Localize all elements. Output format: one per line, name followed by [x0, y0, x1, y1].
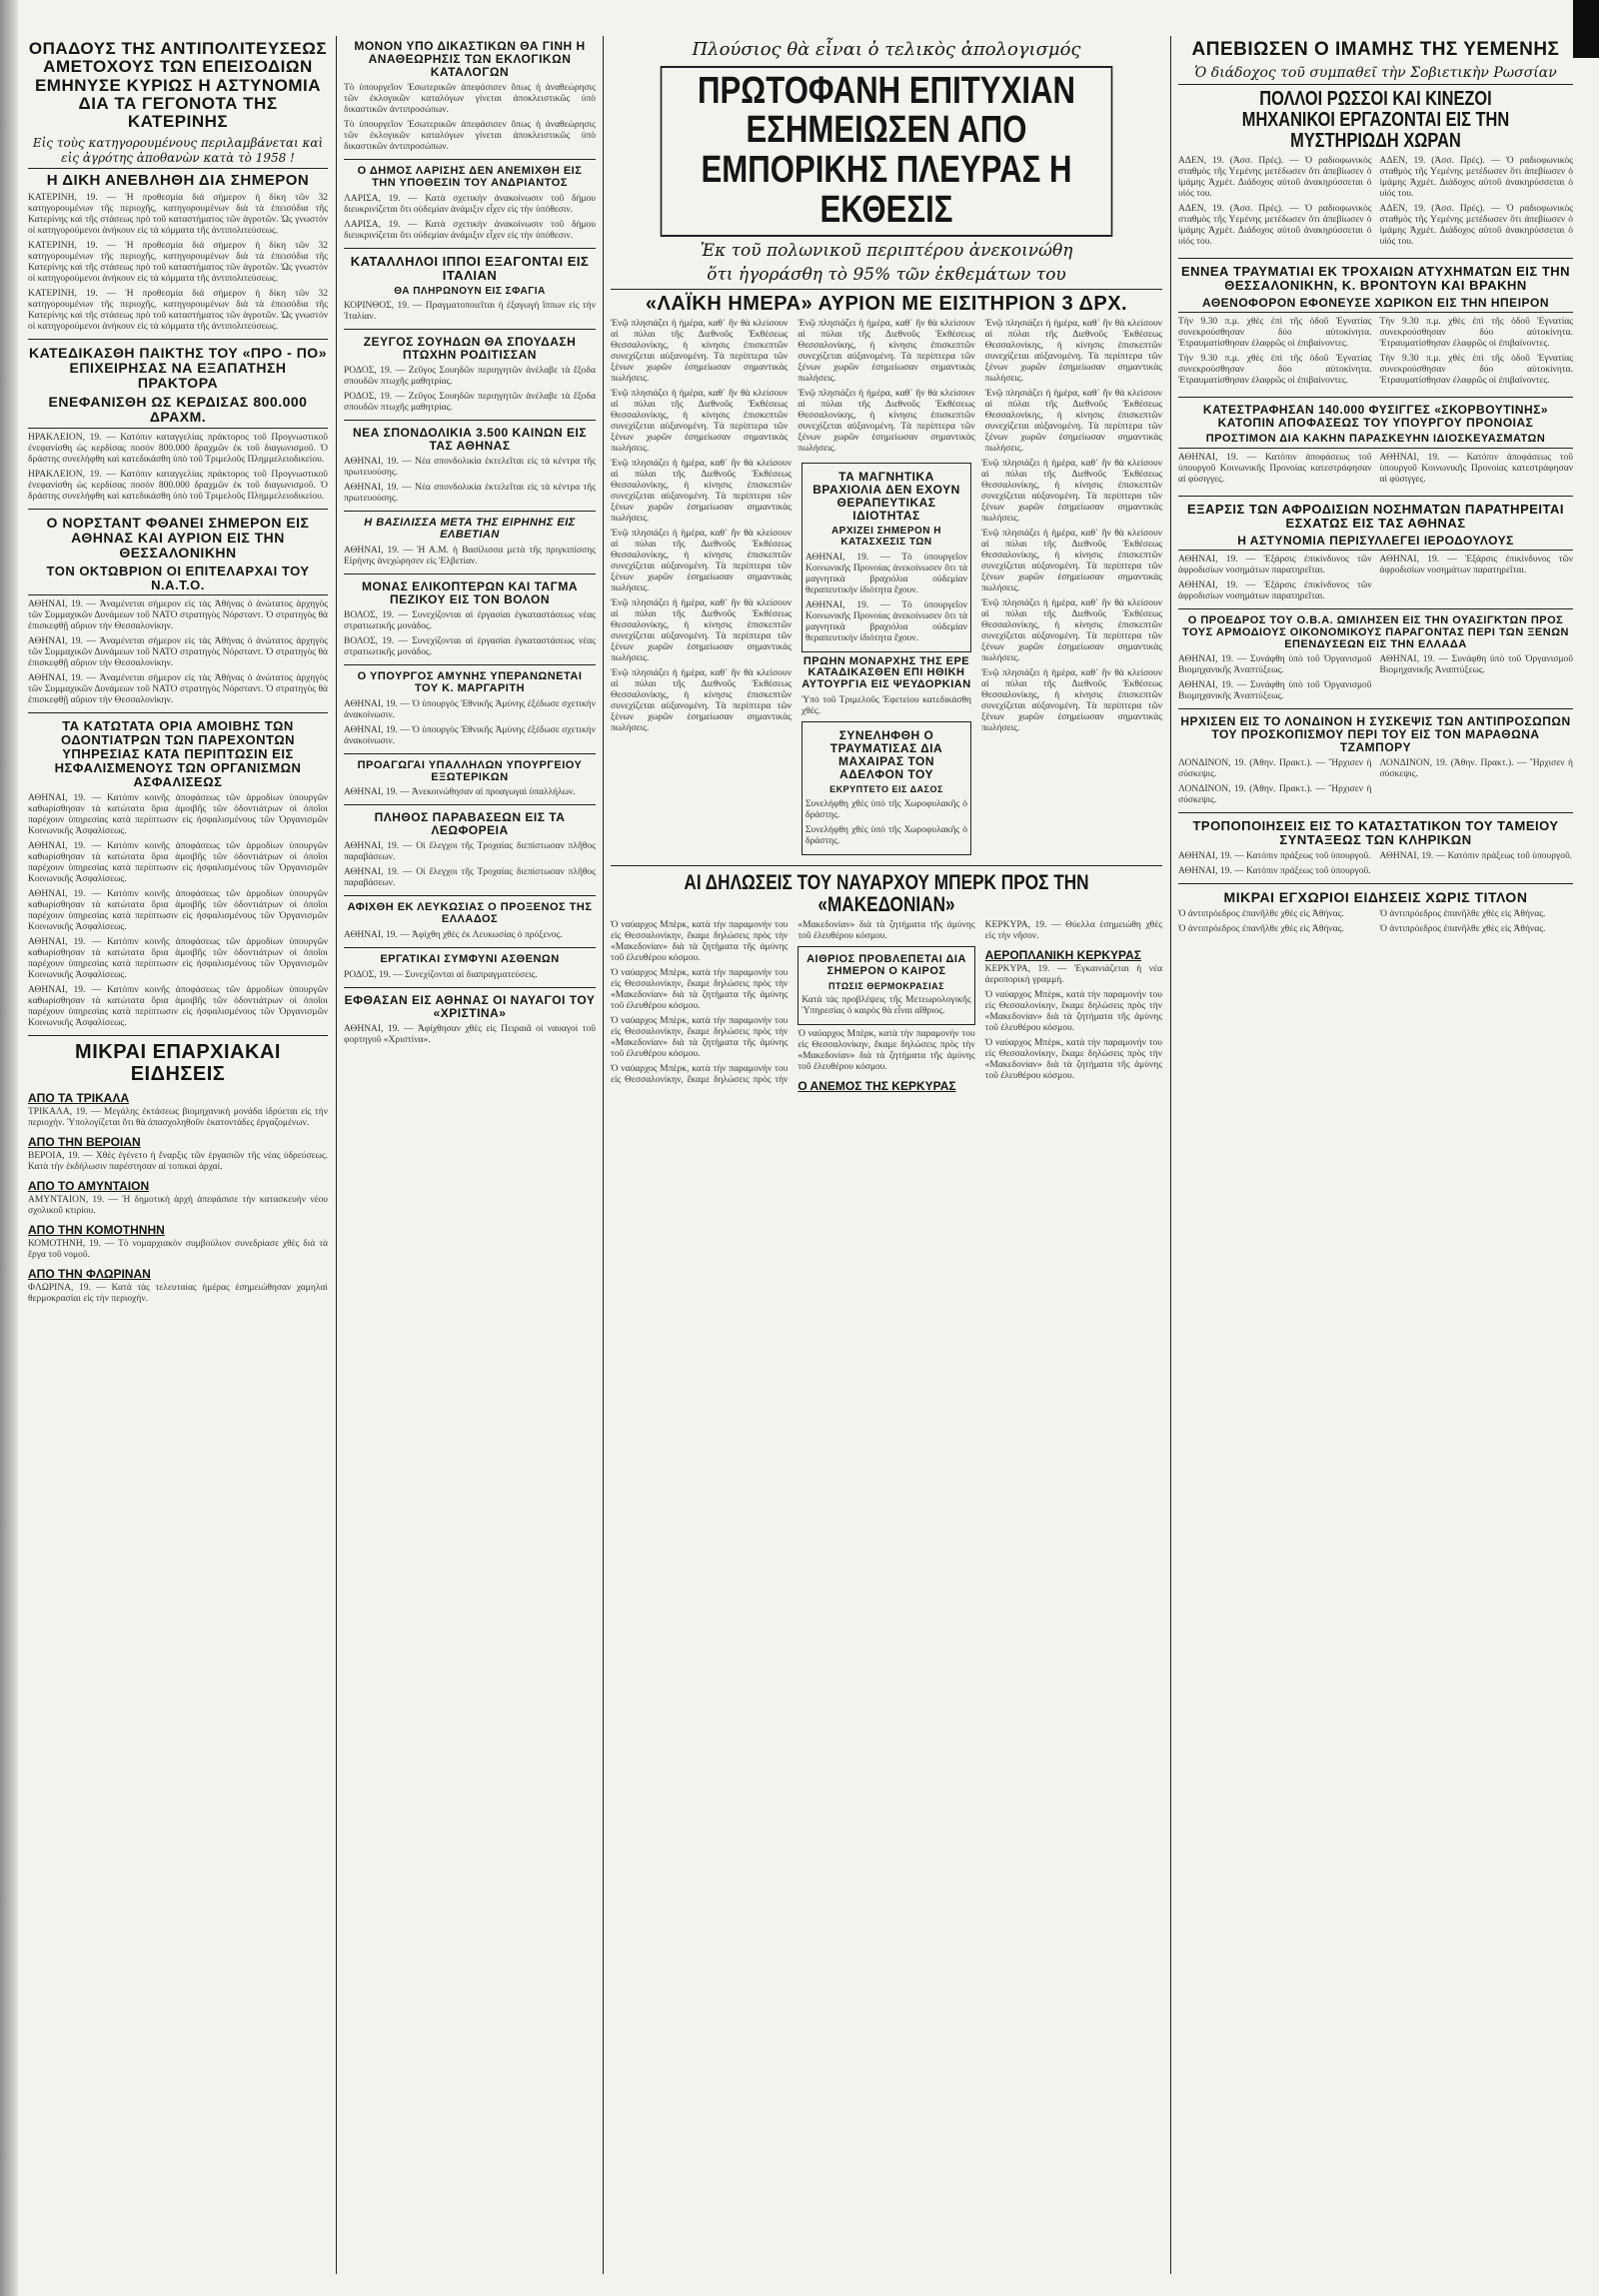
headline: ΑΦΙΧΘΗ ΕΚ ΛΕΥΚΩΣΙΑΣ Ο ΠΡΟΞΕΝΟΣ ΤΗΣ ΕΛΛΑΔΟΣ: [347, 901, 593, 926]
article-text: Ἐνῷ πλησιάζει ἡ ἡμέρα, καθ᾽ ἣν θὰ κλείσουν αἱ πύλαι τῆς Διεθνοῦς Ἐκθέσεως Θεσσαλονίκης, ἡ κίνησις ἐπισκεπτῶν συνεχίζεται αὐξανομένη. Τὰ περίπτερα τῶν ξένων χωρῶν ἐσημείωσαν σημαντικὰς πωλήσεις.: [611, 319, 789, 385]
article-text: ΑΘΗΝΑΙ, 19. — Κατόπιν κοινῆς ἀποφάσεως τῶν ἁρμοδίων ὑπουργῶν καθωρίσθησαν τὰ κατώτατα ὅρια ἀμοιβῆς τῶν ὀδοντιάτρων οἱ ὁποῖοι παρέχουν ὑπηρεσίας κατὰ περίπτωσιν εἰς ἠσφαλισμένους τῶν Ὀργανισμῶν Κοινωνικῆς Ἀσφαλίσεως.: [28, 793, 328, 837]
mid-right: [981, 459, 1162, 859]
article-text: ΑΘΗΝΑΙ, 19. — Ἐξάρσις ἐπικίνδυνος τῶν ἀφροδισίων νοσημάτων παρατηρεῖται.: [1379, 554, 1573, 575]
article-text: ΑΘΗΝΑΙ, 19. — Συνάφθη ὑπὸ τοῦ Ὀργανισμοῦ Βιομηχανικῆς Ἀναπτύξεως.: [1178, 680, 1372, 702]
section-heading: ΑΠΟ ΤΗΝ ΦΛΩΡΙΝΑΝ: [28, 1267, 151, 1282]
article-text: Ἐνῷ πλησιάζει ἡ ἡμέρα, καθ᾽ ἣν θὰ κλείσουν αἱ πύλαι τῆς Διεθνοῦς Ἐκθέσεως Θεσσαλονίκης, ἡ κίνησις ἐπισκεπτῶν συνεχίζεται αὐξανομένη. Τὰ περίπτερα τῶν ξένων χωρῶν ἐσημείωσαν σημαντικὰς πωλήσεις.: [611, 598, 792, 664]
headline: Ο ΔΗΜΟΣ ΛΑΡΙΣΗΣ ΔΕΝ ΑΝΕΜΙΧΘΗ ΕΙΣ ΤΗΝ ΥΠΟΘΕΣΙΝ ΤΟΥ ΑΝΔΡΙΑΝΤΟΣ: [357, 164, 583, 189]
article-text: ΑΘΗΝΑΙ, 19. — Ἀνεκοινώθησαν αἱ προαγωγαὶ ὑπαλλήλων.: [344, 787, 576, 798]
column-rule: [1170, 36, 1171, 2274]
article-text: Ὁ ναύαρχος Μπὲρκ, κατὰ τὴν παραμονήν του εἰς Θεσσαλονίκην, ἔκαμε δηλώσεις πρὸς τὴν «Μακεδονίαν» διὰ τὰ ζητήματα τῆς ἀμύνης τοῦ ἐλευθέρου κόσμου.: [984, 1037, 1162, 1081]
article-columns: [1178, 654, 1573, 702]
article-text: Ἐνῷ πλησιάζει ἡ ἡμέρα, καθ᾽ ἣν θὰ κλείσουν αἱ πύλαι τῆς Διεθνοῦς Ἐκθέσεως Θεσσαλονίκης, ἡ κίνησις ἐπισκεπτῶν συνεχίζεται αὐξανομένη. Τὰ περίπτερα τῶν ξένων χωρῶν ἐσημείωσαν σημαντικὰς πωλήσεις.: [984, 389, 1162, 455]
mid-block: [611, 459, 1162, 859]
article-text: ΗΡΑΚΛΕΙΟΝ, 19. — Κατόπιν καταγγελίας πράκτορος τοῦ Προγνωστικοῦ ἐνεφανίσθη ὡς κερδίσας ποσόν 800.000 δραχμῶν ἐκ τοῦ διαγωνισμοῦ. Ὁ δράστης συνελήφθη καὶ κατεδικάσθη ὑπὸ τοῦ Τριμελοῦς Πλημμελειοδικείου.: [28, 469, 328, 502]
article-text: Ἐνῷ πλησιάζει ἡ ἡμέρα, καθ᾽ ἣν θὰ κλείσουν αἱ πύλαι τῆς Διεθνοῦς Ἐκθέσεως Θεσσαλονίκης, ἡ κίνησις ἐπισκεπτῶν συνεχίζεται αὐξανομένη. Τὰ περίπτερα τῶν ξένων χωρῶν ἐσημείωσαν σημαντικὰς πωλήσεις.: [611, 529, 792, 594]
article-text: Ἐνῷ πλησιάζει ἡ ἡμέρα, καθ᾽ ἣν θὰ κλείσουν αἱ πύλαι τῆς Διεθνοῦς Ἐκθέσεως Θεσσαλονίκης, ἡ κίνησις ἐπισκεπτῶν συνεχίζεται αὐξανομένη. Τὰ περίπτερα τῶν ξένων χωρῶν ἐσημείωσαν σημαντικὰς πωλήσεις.: [981, 529, 1162, 594]
boxed-story: [798, 946, 974, 1025]
headline: Ο ΝΟΡΣΤΑΝΤ ΦΘΑΝΕΙ ΣΗΜΕΡΟΝ ΕΙΣ ΑΘΗΝΑΣ ΚΑΙ ΑΥΡΙΟΝ ΕΙΣ ΤΗΝ ΘΕΣΣΑΛΟΝΙΚΗΝ: [46, 514, 310, 561]
article-text: ΑΘΗΝΑΙ, 19. — Νέα σπονδολικία ἐκτελεῖται εἰς τὰ κέντρα τῆς πρωτευούσης.: [344, 483, 596, 505]
article-text: Τὴν 9.30 π.μ. χθὲς ἐπὶ τῆς ὁδοῦ Ἐγνατίας συνεκρούσθησαν δύο αὐτοκίνητα. Ἐτραυματίσθησαν ἐλαφρῶς οἱ ἐπιβαίνοντες.: [1379, 317, 1573, 350]
article-text: ΑΘΗΝΑΙ, 19. — Ἀναμένεται σήμερον εἰς τὰς Ἀθήνας ὁ ἀνώτατος ἀρχηγὸς τῶν Συμμαχικῶν Δυνάμεων τοῦ ΝΑΤΟ στρατηγὸς Νόρσταντ. Ὁ στρατηγὸς θὰ ἐπισκεφθῇ αὔριον τὴν Θεσσαλονίκην.: [28, 635, 328, 668]
article-text: ΚΕΡΚΥΡΑ, 19. — Θύελλα ἐσημειώθη χθὲς εἰς τὴν νῆσον.: [984, 919, 1162, 941]
article-text: ΑΘΗΝΑΙ, 19. — Ὁ ὑπουργὸς Ἐθνικῆς Ἀμύνης ἐξέδωσε σχετικὴν ἀνακοίνωσιν.: [344, 698, 596, 720]
article-text: ΡΟΔΟΣ, 19. — Συνεχίζονται αἱ διαπραγματεύσεις.: [344, 969, 538, 980]
headline: ΤΡΟΠΟΠΟΙΗΣΕΙΣ ΕΙΣ ΤΟ ΚΑΤΑΣΤΑΤΙΚΟΝ ΤΟΥ ΤΑΜΕΙΟΥ ΣΥΝΤΑΞΕΩΣ ΤΩΝ ΚΛΗΡΙΚΩΝ: [1192, 818, 1559, 848]
article-text: Τὸ ὑπουργεῖον Ἐσωτερικῶν ἀπεφάσισεν ὅπως ἡ ἀναθεώρησις τῶν ἐκλογικῶν καταλόγων γίνεται ἀποκλειστικῶς ὑπὸ δικαστικῶν ἀντιπροσώπων.: [344, 119, 596, 152]
divider: [344, 987, 596, 988]
article-text: Τὴν 9.30 π.μ. χθὲς ἐπὶ τῆς ὁδοῦ Ἐγνατίας συνεκρούσθησαν δύο αὐτοκίνητα. Ἐτραυματίσθησαν ἐλαφρῶς οἱ ἐπιβαίνοντες.: [1379, 354, 1573, 387]
article-text: ΚΟΜΟΤΗΝΗ, 19. — Τὸ νομαρχιακὸν συμβούλιον συνεδρίασε χθὲς διὰ τὰ ἔργα τοῦ νομοῦ.: [28, 1239, 328, 1261]
subheadline: Εἰς τοὺς κατηγορουμένους περιλαμβάνεται καὶ εἰς ἀγρότης ἀποθανὼν κατὰ τὸ 1958 !: [28, 136, 328, 169]
headline: ΚΑΤΕΔΙΚΑΣΘΗ ΠΑΙΚΤΗΣ ΤΟΥ «ΠΡΟ - ΠΟ» ΕΠΙΧΕΙΡΗΣΑΣ ΝΑ ΕΞΑΠΑΤΗΣΗ ΠΡΑΚΤΟΡΑ: [29, 344, 327, 392]
headline: ΕΞΑΡΣΙΣ ΤΩΝ ΑΦΡΟΔΙΣΙΩΝ ΝΟΣΗΜΑΤΩΝ ΠΑΡΑΤΗΡΕΙΤΑΙ ΕΣΧΑΤΩΣ ΕΙΣ ΤΑΣ ΑΘΗΝΑΣ: [1186, 501, 1564, 531]
section-heading: ΑΠΟ ΤΑ ΤΡΙΚΑΛΑ: [28, 1091, 130, 1106]
boxed-story: [801, 463, 971, 651]
headline: ΤΑ ΚΑΤΩΤΑΤΑ ΟΡΙΑ ΑΜΟΙΒΗΣ ΤΩΝ ΟΔΟΝΤΙΑΤΡΩΝ ΤΩΝ ΠΑΡΕΧΟΝΤΩΝ ΥΠΗΡΕΣΙΑΣ ΚΑΤΑ ΠΕΡΙΠΤΩΣΙΝ ΕΙΣ ΗΣΦΑΛΙΣΜΕΝΟΥΣ ΤΩΝ ΟΡΓΑΝΙΣΜΩΝ ΑΣΦΑΛΙΣΕΩΣ: [54, 717, 302, 790]
article-text: ΑΜΥΝΤΑΙΟΝ, 19. — Ἡ δημοτικὴ ἀρχὴ ἀπεφάσισε τὴν κατασκευὴν νέου σχολικοῦ κτιρίου.: [28, 1195, 328, 1217]
headline: Η ΔΙΚΗ ΑΝΕΒΛΗΘΗ ΔΙΑ ΣΗΜΕΡΟΝ: [46, 171, 310, 189]
article-text: Ὁ ἀντιπρόεδρος ἐπανῆλθε χθὲς εἰς Ἀθήνας.: [1178, 909, 1344, 920]
article-text: ΚΑΤΕΡΙΝΗ, 19. — Ἡ προθεσμία διά σήμερον ἡ δίκη τῶν 32 κατηγορουμένων τῆς περιοχῆς, κατηγορουμένων διὰ τὰ ἐπεισόδια τῆς Κατερίνης καὶ τῆς στάσεως πρὸ τοῦ καταστήματος τῶν ἀγροτῶν. Ὡς γνωστόν οἱ κατηγορούμενοι ἀνήκουν εἰς τὰ κόμματα τῆς ἀντιπολιτεύσεως.: [28, 240, 328, 284]
article-text: Ἐνῷ πλησιάζει ἡ ἡμέρα, καθ᾽ ἣν θὰ κλείσουν αἱ πύλαι τῆς Διεθνοῦς Ἐκθέσεως Θεσσαλονίκης, ἡ κίνησις ἐπισκεπτῶν συνεχίζεται αὐξανομένη. Τὰ περίπτερα τῶν ξένων χωρῶν ἐσημείωσαν σημαντικὰς πωλήσεις.: [981, 598, 1162, 664]
headline: ΠΟΛΛΟΙ ΡΩΣΣΟΙ ΚΑΙ ΚΙΝΕΖΟΙ ΜΗΧΑΝΙΚΟΙ ΕΡΓΑΖΟΝΤΑΙ ΕΙΣ ΤΗΝ ΜΥΣΤΗΡΙΩΔΗ ΧΩΡΑΝ: [1241, 88, 1510, 153]
headline: ΠΛΗΘΟΣ ΠΑΡΑΒΑΣΕΩΝ ΕΙΣ ΤΑ ΛΕΩΦΟΡΕΙΑ: [374, 810, 566, 838]
divider: [1178, 608, 1573, 609]
column-rule: [336, 36, 337, 2274]
article-text: ΑΘΗΝΑΙ, 19. — Κατόπιν κοινῆς ἀποφάσεως τῶν ἁρμοδίων ὑπουργῶν καθωρίσθησαν τὰ κατώτατα ὅρια ἀμοιβῆς τῶν ὀδοντιάτρων οἱ ὁποῖοι παρέχουν ὑπηρεσίας κατὰ περίπτωσιν εἰς ἠσφαλισμένους τῶν Ὀργανισμῶν Κοινωνικῆς Ἀσφαλίσεως.: [28, 841, 328, 885]
headline: Ο ΠΡΟΕΔΡΟΣ ΤΟΥ Ο.Β.Α. ΩΜΙΛΗΣΕΝ ΕΙΣ ΤΗΝ ΟΥΑΣΙΓΚΤΩΝ ΠΡΟΣ ΤΟΥΣ ΑΡΜΟΔΙΟΥΣ ΟΙΚΟΝΟΜΙΚΟΥΣ ΠΑΡΑΓΟΝΤΑΣ ΠΕΡΙ ΤΩΝ ΞΕΝΩΝ ΕΠΕΝΔΥΣΕΩΝ ΕΙΣ ΤΗΝ ΕΛΛΑΔΑ: [1182, 613, 1569, 650]
section-heading: ΑΕΡΟΠΛΑΝΙΚΗ ΚΕΡΚΥΡΑΣ: [984, 947, 1141, 962]
article-columns: [1178, 851, 1573, 877]
article-columns: [1178, 317, 1573, 391]
article-text: Ἐνῷ πλησιάζει ἡ ἡμέρα, καθ᾽ ἣν θὰ κλείσουν αἱ πύλαι τῆς Διεθνοῦς Ἐκθέσεως Θεσσαλονίκης, ἡ κίνησις ἐπισκεπτῶν συνεχίζεται αὐξανομένη. Τὰ περίπτερα τῶν ξένων χωρῶν ἐσημείωσαν σημαντικὰς πωλήσεις.: [984, 319, 1162, 385]
subheadline: ΠΤΩΣΙΣ ΘΕΡΜΟΚΡΑΣΙΑΣ: [827, 980, 944, 991]
article-text: ΚΑΤΕΡΙΝΗ, 19. — Ἡ προθεσμία διά σήμερον ἡ δίκη τῶν 32 κατηγορουμένων τῆς περιοχῆς, κατηγορουμένων διὰ τὰ ἐπεισόδια τῆς Κατερίνης καὶ τῆς στάσεως πρὸ τοῦ καταστήματος τῶν ἀγροτῶν. Ὡς γνωστόν οἱ κατηγορούμενοι ἀνήκουν εἰς τὰ κόμματα τῆς ἀντιπολιτεύσεως.: [28, 192, 328, 236]
article-text: Ὑπὸ τοῦ Τριμελοῦς Ἐφετείου κατεδικάσθη χθές.: [801, 695, 971, 717]
article-text: Συνελήφθη χθὲς ὑπὸ τῆς Χωροφυλακῆς ὁ δράστης.: [805, 798, 967, 820]
article-text: ΑΘΗΝΑΙ, 19. — Κατόπιν ἀποφάσεως τοῦ ὑπουργοῦ Κοινωνικῆς Προνοίας κατεστράφησαν αἱ φύσιγγες.: [1178, 452, 1372, 485]
headline: «ΛΑΪΚΗ ΗΜΕΡΑ» ΑΥΡΙΟΝ ΜΕ ΕΙΣΙΤΗΡΙΟΝ 3 ΔΡΧ.: [645, 292, 1128, 315]
subheadline: Ὁ διάδοχος τοῦ συμπαθεῖ τὴν Σοβιετικὴν Ρωσσίαν: [1178, 65, 1573, 86]
article-text: ΑΘΗΝΑΙ, 19. — Ἀναμένεται σήμερον εἰς τὰς Ἀθήνας ὁ ἀνώτατος ἀρχηγὸς τῶν Συμμαχικῶν Δυνάμεων τοῦ ΝΑΤΟ στρατηγὸς Νόρσταντ. Ὁ στρατηγὸς θὰ ἐπισκεφθῇ αὔριον τὴν Θεσσαλονίκην.: [28, 672, 328, 705]
headline: ΜΟΝΑΣ ΕΛΙΚΟΠΤΕΡΩΝ ΚΑΙ ΤΑΓΜΑ ΠΕΖΙΚΟΥ ΕΙΣ ΤΟΝ ΒΟΛΟΝ: [361, 579, 579, 606]
headline: ΣΥΝΕΛΗΦΘΗ Ο ΤΡΑΥΜΑΤΙΣΑΣ ΔΙΑ ΜΑΧΑΙΡΑΣ ΤΟΝ ΑΔΕΛΦΟΝ ΤΟΥ: [829, 728, 943, 782]
divider: [28, 1035, 328, 1036]
article-columns: [1178, 758, 1573, 806]
headline: ΕΝΝΕΑ ΤΡΑΥΜΑΤΙΑΙ ΕΚ ΤΡΟΧΑΙΩΝ ΑΤΥΧΗΜΑΤΩΝ ΕΙΣ ΤΗΝ ΘΕΣΣΑΛΟΝΙΚΗΝ, Κ. ΒΡΟΝΤΟΥΝ ΚΑΙ ΒΡΑΚΗΝ: [1180, 264, 1571, 294]
subheadline: ΑΡΧΙΖΕΙ ΣΗΜΕΡΟΝ Η ΚΑΤΑΣΧΕΣΙΣ ΤΩΝ: [830, 525, 942, 548]
article-text: ΑΘΗΝΑΙ, 19. — Συνάφθη ὑπὸ τοῦ Ὀργανισμοῦ Βιομηχανικῆς Ἀναπτύξεως.: [1178, 654, 1372, 676]
article-text: ΑΘΗΝΑΙ, 19. — Κατόπιν ἀποφάσεως τοῦ ὑπουργοῦ Κοινωνικῆς Προνοίας κατεστράφησαν αἱ φύσιγγες.: [1379, 452, 1573, 485]
article-text: ΑΘΗΝΑΙ, 19. — Ἀφίχθησαν χθὲς εἰς Πειραιᾶ οἱ ναυαγοὶ τοῦ φορτηγοῦ «Χριστίνα».: [344, 1023, 596, 1045]
article-text: ΚΑΤΕΡΙΝΗ, 19. — Ἡ προθεσμία διά σήμερον ἡ δίκη τῶν 32 κατηγορουμένων τῆς περιοχῆς, κατηγορουμένων διὰ τὰ ἐπεισόδια τῆς Κατερίνης καὶ τῆς στάσεως πρὸ τοῦ καταστήματος τῶν ἀγροτῶν. Ὡς γνωστόν οἱ κατηγορούμενοι ἀνήκουν εἰς τὰ κόμματα τῆς ἀντιπολιτεύσεως.: [28, 288, 328, 332]
article-text: ΑΘΗΝΑΙ, 19. — Κατόπιν κοινῆς ἀποφάσεως τῶν ἁρμοδίων ὑπουργῶν καθωρίσθησαν τὰ κατώτατα ὅρια ἀμοιβῆς τῶν ὀδοντιάτρων οἱ ὁποῖοι παρέχουν ὑπηρεσίας κατὰ περίπτωσιν εἰς ἠσφαλισμένους τῶν Ὀργανισμῶν Κοινωνικῆς Ἀσφαλίσεως.: [28, 889, 328, 933]
subheadline: Ἐκ τοῦ πολωνικοῦ περιπτέρου ἀνεκοινώθη: [700, 241, 1073, 262]
article-text: Ἐνῷ πλησιάζει ἡ ἡμέρα, καθ᾽ ἣν θὰ κλείσουν αἱ πύλαι τῆς Διεθνοῦς Ἐκθέσεως Θεσσαλονίκης, ἡ κίνησις ἐπισκεπτῶν συνεχίζεται αὐξανομένη. Τὰ περίπτερα τῶν ξένων χωρῶν ἐσημείωσαν σημαντικὰς πωλήσεις.: [611, 389, 789, 455]
mid-left: [611, 459, 792, 859]
subheadline: Η ΑΣΤΥΝΟΜΙΑ ΠΕΡΙΣΥΛΛΕΓΕΙ ΙΕΡΟΔΟΥΛΟΥΣ: [1178, 535, 1573, 551]
article-text: ΒΟΛΟΣ, 19. — Συνεχίζονται αἱ ἐργασίαι ἐγκαταστάσεως νέας στρατιωτικῆς μονάδος.: [344, 609, 596, 631]
article-columns: [611, 920, 1162, 1093]
divider: [344, 804, 596, 805]
article-text: ΑΘΗΝΑΙ, 19. — Κατόπιν πράξεως τοῦ ὑπουργοῦ.: [1178, 851, 1371, 862]
divider: [344, 664, 596, 665]
headline: ΜΟΝΟΝ ΥΠΟ ΔΙΚΑΣΤΙΚΩΝ ΘΑ ΓΙΝΗ Η ΑΝΑΘΕΩΡΗΣΙΣ ΤΩΝ ΕΚΛΟΓΙΚΩΝ ΚΑΤΑΛΟΓΩΝ: [354, 39, 586, 79]
article-text: Ἐνῷ πλησιάζει ἡ ἡμέρα, καθ᾽ ἣν θὰ κλείσουν αἱ πύλαι τῆς Διεθνοῦς Ἐκθέσεως Θεσσαλονίκης, ἡ κίνησις ἐπισκεπτῶν συνεχίζεται αὐξανομένη. Τὰ περίπτερα τῶν ξένων χωρῶν ἐσημείωσαν σημαντικὰς πωλήσεις.: [611, 668, 792, 734]
article-text: ΒΟΛΟΣ, 19. — Συνεχίζονται αἱ ἐργασίαι ἐγκαταστάσεως νέας στρατιωτικῆς μονάδος.: [344, 635, 596, 657]
article-text: ΑΔΕΝ, 19. (Ἀσσ. Πρές). — Ὁ ραδιοφωνικὸς σταθμὸς τῆς Υεμένης μετέδωσεν ὅτι ἀπεβίωσεν ὁ ἰμάμης Ἀχμέτ. Διάδοχος αὐτοῦ ἀνακηρύσσεται ὁ υἱός του.: [1178, 204, 1372, 248]
main-headline: ΠΡΩΤΟΦΑΝΗ ΕΠΙΤΥΧΙΑΝ ΕΣΗΜΕΙΩΣΕΝ ΑΠΟ ΕΜΠΟΡΙΚΗΣ ΠΛΕΥΡΑΣ Η ΕΚΘΕΣΙΣ: [661, 66, 1113, 238]
headline: ΝΕΑ ΣΠΟΝΔΟΛΙΚΙΑ 3.500 ΚΑΙΝΩΝ ΕΙΣ ΤΑΣ ΑΘΗΝΑΣ: [352, 426, 588, 454]
divider: [344, 159, 596, 160]
article-text: Ἐνῷ πλησιάζει ἡ ἡμέρα, καθ᾽ ἣν θὰ κλείσουν αἱ πύλαι τῆς Διεθνοῦς Ἐκθέσεως Θεσσαλονίκης, ἡ κίνησις ἐπισκεπτῶν συνεχίζεται αὐξανομένη. Τὰ περίπτερα τῶν ξένων χωρῶν ἐσημείωσαν σημαντικὰς πωλήσεις.: [798, 389, 975, 455]
article-columns: [1178, 909, 1573, 939]
article-text: Ὁ ναύαρχος Μπὲρκ, κατὰ τὴν παραμονήν του εἰς Θεσσαλονίκην, ἔκαμε δηλώσεις πρὸς τὴν «Μακεδονίαν» διὰ τὰ ζητήματα τῆς ἀμύνης τοῦ ἐλευθέρου κόσμου.: [611, 919, 975, 1085]
divider: [28, 509, 328, 510]
article-text: Τὴν 9.30 π.μ. χθὲς ἐπὶ τῆς ὁδοῦ Ἐγνατίας συνεκρούσθησαν δύο αὐτοκίνητα. Ἐτραυματίσθησαν ἐλαφρῶς οἱ ἐπιβαίνοντες.: [1178, 354, 1372, 387]
article-text: Ὁ ναύαρχος Μπὲρκ, κατὰ τὴν παραμονήν του εἰς Θεσσαλονίκην, ἔκαμε δηλώσεις πρὸς τὴν «Μακεδονίαν» διὰ τὰ ζητήματα τῆς ἀμύνης τοῦ ἐλευθέρου κόσμου.: [611, 919, 789, 963]
article-text: Ὁ ἀντιπρόεδρος ἐπανῆλθε χθὲς εἰς Ἀθήνας.: [1379, 909, 1546, 920]
headline: ΜΙΚΡΑΙ ΕΓΧΩΡΙΟΙ ΕΙΔΗΣΕΙΣ ΧΩΡΙΣ ΤΙΤΛΟΝ: [1223, 889, 1528, 906]
boxed-story: [801, 721, 971, 855]
article-text: ΑΘΗΝΑΙ, 19. — Ἀφίχθη χθὲς ἐκ Λευκωσίας ὁ πρόξενος.: [344, 930, 563, 941]
mid-center: [801, 459, 971, 859]
divider: [344, 248, 596, 249]
article-columns: [1178, 453, 1573, 490]
article-text: ΚΟΡΙΝΘΟΣ, 19. — Πραγματοποιεῖται ἡ ἐξαγωγὴ ἵππων εἰς τὴν Ἰταλίαν.: [344, 301, 596, 323]
headline: ΚΑΤΑΛΛΗΛΟΙ ΙΠΠΟΙ ΕΞΑΓΟΝΤΑΙ ΕΙΣ ΙΤΑΛΙΑΝ: [350, 253, 590, 283]
article-text: Ἐνῷ πλησιάζει ἡ ἡμέρα, καθ᾽ ἣν θὰ κλείσουν αἱ πύλαι τῆς Διεθνοῦς Ἐκθέσεως Θεσσαλονίκης, ἡ κίνησις ἐπισκεπτῶν συνεχίζεται αὐξανομένη. Τὰ περίπτερα τῶν ξένων χωρῶν ἐσημείωσαν σημαντικὰς πωλήσεις.: [798, 319, 975, 385]
divider: [1178, 258, 1573, 259]
article-text: ΑΘΗΝΑΙ, 19. — Ἡ Α.Μ. ἡ Βασίλισσα μετὰ τῆς πριγκιπίσσης Εἰρήνης ἀνεχώρησεν εἰς Ἑλβετίαν.: [344, 546, 596, 568]
article-columns: [1178, 156, 1573, 252]
binding-edge: [0, 0, 18, 2296]
headline: ΑΙΘΡΙΟΣ ΠΡΟΒΛΕΠΕΤΑΙ ΔΙΑ ΣΗΜΕΡΟΝ Ο ΚΑΙΡΟΣ: [806, 952, 966, 977]
divider: [1178, 812, 1573, 813]
divider: [344, 753, 596, 754]
article-text: ΛΑΡΙΣΑ, 19. — Κατὰ σχετικὴν ἀνακοίνωσιν τοῦ δήμου διευκρινίζεται ὅτι οὐδεμίαν ἀνάμιξιν εἶχεν εἰς τὴν ὑπόθεσιν.: [344, 193, 596, 215]
article-text: ΑΔΕΝ, 19. (Ἀσσ. Πρές). — Ὁ ραδιοφωνικὸς σταθμὸς τῆς Υεμένης μετέδωσεν ὅτι ἀπεβίωσεν ὁ ἰμάμης Ἀχμέτ. Διάδοχος αὐτοῦ ἀνακηρύσσεται ὁ υἱός του.: [1379, 204, 1573, 248]
article-text: ΑΔΕΝ, 19. (Ἀσσ. Πρές). — Ὁ ραδιοφωνικὸς σταθμὸς τῆς Υεμένης μετέδωσεν ὅτι ἀπεβίωσεν ὁ ἰμάμης Ἀχμέτ. Διάδοχος αὐτοῦ ἀνακηρύσσεται ὁ υἱός του.: [1178, 156, 1372, 200]
section-heading: Ο ΑΝΕΜΟΣ ΤΗΣ ΚΕΡΚΥΡΑΣ: [798, 1079, 956, 1094]
divider: [344, 947, 596, 948]
section-heading: ΑΠΟ ΤΟ ΑΜΥΝΤΑΙΟΝ: [28, 1179, 150, 1194]
headline: ΤΑ ΜΑΓΝΗΤΙΚΑ ΒΡΑΧΙΟΛΙΑ ΔΕΝ ΕΧΟΥΝ ΘΕΡΑΠΕΥΤΙΚΑΣ ΙΔΙΟΤΗΤΑΣ: [812, 470, 960, 524]
divider: [344, 895, 596, 896]
article-text: ΑΘΗΝΑΙ, 19. — Κατόπιν κοινῆς ἀποφάσεως τῶν ἁρμοδίων ὑπουργῶν καθωρίσθησαν τὰ κατώτατα ὅρια ἀμοιβῆς τῶν ὀδοντιάτρων οἱ ὁποῖοι παρέχουν ὑπηρεσίας κατὰ περίπτωσιν εἰς ἠσφαλισμένους τῶν Ὀργανισμῶν Κοινωνικῆς Ἀσφαλίσεως.: [28, 937, 328, 981]
article-text: ΑΔΕΝ, 19. (Ἀσσ. Πρές). — Ὁ ραδιοφωνικὸς σταθμὸς τῆς Υεμένης μετέδωσεν ὅτι ἀπεβίωσεν ὁ ἰμάμης Ἀχμέτ. Διάδοχος αὐτοῦ ἀνακηρύσσεται ὁ υἱός του.: [1379, 156, 1573, 200]
article-text: ΑΘΗΝΑΙ, 19. — Συνάφθη ὑπὸ τοῦ Ὀργανισμοῦ Βιομηχανικῆς Ἀναπτύξεως.: [1379, 654, 1573, 676]
subheadline: ΠΡΟΣΤΙΜΟΝ ΔΙΑ ΚΑΚΗΝ ΠΑΡΑΣΚΕΥΗΝ ΙΔΙΟΣΚΕΥΑΣΜΑΤΩΝ: [1178, 434, 1573, 449]
article-text: Ὁ ἀντιπρόεδρος ἐπανῆλθε χθὲς εἰς Ἀθήνας.: [1379, 924, 1546, 935]
headline: ΕΦΘΑΣΑΝ ΕΙΣ ΑΘΗΝΑΣ ΟΙ ΝΑΥΑΓΟΙ ΤΟΥ «ΧΡΙΣΤΙΝΑ»: [344, 992, 596, 1020]
column-4: [1178, 36, 1573, 2274]
section-heading: ΑΠΟ ΤΗΝ ΒΕΡΟΙΑΝ: [28, 1135, 141, 1150]
article-text: ΑΘΗΝΑΙ, 19. — Ὁ ὑπουργὸς Ἐθνικῆς Ἀμύνης ἐξέδωσε σχετικὴν ἀνακοίνωσιν.: [344, 724, 596, 746]
article-text: ΛΟΝΔΙΝΟΝ, 19. (Ἀθην. Πρακτ.). — Ἤρχισεν ἡ σύσκεψις.: [1178, 758, 1372, 780]
article-text: ΤΡΙΚΑΛΑ, 19. — Μεγάλης ἐκτάσεως βιομηχανικὴ μονάδα ἱδρύεται εἰς τὴν περιοχήν. Ὑπολογίζεται ὅτι θὰ ἀπασχοληθοῦν ἑκατοντάδες ἐργαζομένων.: [28, 1107, 328, 1129]
article-text: ΑΘΗΝΑΙ, 19. — Κατόπιν κοινῆς ἀποφάσεως τῶν ἁρμοδίων ὑπουργῶν καθωρίσθησαν τὰ κατώτατα ὅρια ἀμοιβῆς τῶν ὀδοντιάτρων οἱ ὁποῖοι παρέχουν ὑπηρεσίας κατὰ περίπτωσιν εἰς ἠσφαλισμένους τῶν Ὀργανισμῶν Κοινωνικῆς Ἀσφαλίσεως.: [28, 985, 328, 1029]
divider: [611, 865, 1162, 866]
article-columns: [1178, 555, 1573, 602]
headline: ΖΕΥΓΟΣ ΣΟΥΗΔΩΝ ΘΑ ΣΠΟΥΔΑΣΗ ΠΤΩΧΗΝ ΡΟΔΙΤΙΣΣΑΝ: [363, 335, 577, 363]
article-text: ΗΡΑΚΛΕΙΟΝ, 19. — Κατόπιν καταγγελίας πράκτορος τοῦ Προγνωστικοῦ ἐνεφανίσθη ὡς κερδίσας ποσόν 800.000 δραχμῶν ἐκ τοῦ διαγωνισμοῦ. Ὁ δράστης συνελήφθη καὶ κατεδικάσθη ὑπὸ τοῦ Τριμελοῦς Πλημμελειοδικείου.: [28, 432, 328, 465]
subheadline: ΕΚΡΥΠΤΕΤΟ ΕΙΣ ΔΑΣΟΣ: [829, 784, 943, 794]
divider: [344, 511, 596, 512]
article-text: ΛΟΝΔΙΝΟΝ, 19. (Ἀθην. Πρακτ.). — Ἤρχισεν ἡ σύσκεψις.: [1379, 758, 1573, 780]
subheadline: ΑΘΕΝΟΦΟΡΟΝ ΕΦΟΝΕΥΣΕ ΧΩΡΙΚΟΝ ΕΙΣ ΤΗΝ ΗΠΕΙΡΟΝ: [1178, 297, 1573, 313]
article-text: ΑΘΗΝΑΙ, 19. — Κατόπιν πράξεως τοῦ ὑπουργοῦ.: [1379, 851, 1573, 862]
article-text: Ὁ ναύαρχος Μπὲρκ, κατὰ τὴν παραμονήν του εἰς Θεσσαλονίκην, ἔκαμε δηλώσεις πρὸς τὴν «Μακεδονίαν» διὰ τὰ ζητήματα τῆς ἀμύνης τοῦ ἐλευθέρου κόσμου.: [611, 967, 789, 1011]
article-text: Τὴν 9.30 π.μ. χθὲς ἐπὶ τῆς ὁδοῦ Ἐγνατίας συνεκρούσθησαν δύο αὐτοκίνητα. Ἐτραυματίσθησαν ἐλαφρῶς οἱ ἐπιβαίνοντες.: [1178, 317, 1372, 350]
divider: [28, 339, 328, 340]
divider: [1178, 708, 1573, 709]
article-text: Ὁ ἀντιπρόεδρος ἐπανῆλθε χθὲς εἰς Ἀθήνας.: [1178, 924, 1344, 935]
subheadline: ΘΑ ΠΛΗΡΩΝΟΥΝ ΕΙΣ ΣΦΑΓΙΑ: [394, 285, 546, 297]
divider: [344, 420, 596, 421]
article-text: ΒΕΡΟΙΑ, 19. — Χθὲς ἐγένετο ἡ ἔναρξις τῶν ἐργασιῶν τῆς νέας ὑδρεύσεως. Κατὰ τὴν ἐκδήλωσιν παρέστησαν αἱ τοπικαὶ ἀρχαί.: [28, 1151, 328, 1173]
article-text: Ἐνῷ πλησιάζει ἡ ἡμέρα, καθ᾽ ἣν θὰ κλείσουν αἱ πύλαι τῆς Διεθνοῦς Ἐκθέσεως Θεσσαλονίκης, ἡ κίνησις ἐπισκεπτῶν συνεχίζεται αὐξανομένη. Τὰ περίπτερα τῶν ξένων χωρῶν ἐσημείωσαν σημαντικὰς πωλήσεις.: [611, 459, 792, 525]
headline: ΑΙ ΔΗΛΩΣΕΙΣ ΤΟΥ ΝΑΥΑΡΧΟΥ ΜΠΕΡΚ ΠΡΟΣ ΤΗΝ «ΜΑΚΕΔΟΝΙΑΝ»: [684, 870, 1089, 916]
divider: [1178, 496, 1573, 497]
divider: [28, 712, 328, 713]
headline: ΚΑΤΕΣΤΡΑΦΗΣΑΝ 140.000 ΦΥΣΙΓΓΕΣ «ΣΚΟΡΒΟΥΤΙΝΗΣ» ΚΑΤΟΠΙΝ ΑΠΟΦΑΣΕΩΣ ΤΟΥ ΥΠΟΥΡΓΟΥ ΠΡΟΝΟΙΑΣ: [1202, 403, 1549, 430]
article-text: Ὁ ναύαρχος Μπὲρκ, κατὰ τὴν παραμονήν του εἰς Θεσσαλονίκην, ἔκαμε δηλώσεις πρὸς τὴν «Μακεδονίαν» διὰ τὰ ζητήματα τῆς ἀμύνης τοῦ ἐλευθέρου κόσμου.: [798, 1029, 975, 1073]
divider: [344, 329, 596, 330]
section-heading: ΑΠΟ ΤΗΝ ΚΟΜΟΤΗΝΗΝ: [28, 1223, 165, 1238]
headline: ΜΙΚΡΑΙ ΕΠΑΡΧΙΑΚΑΙ ΕΙΔΗΣΕΙΣ: [75, 1041, 281, 1085]
headline: ΠΡΟΑΓΩΓΑΙ ΥΠΑΛΛΗΛΩΝ ΥΠΟΥΡΓΕΙΟΥ ΕΞΩΤΕΡΙΚΩΝ: [357, 758, 583, 783]
article-text: ΦΛΩΡΙΝΑ, 19. — Κατὰ τὰς τελευταίας ἡμέρας ἐσημειώθησαν χαμηλαὶ θερμοκρασίαι εἰς τὴν περιοχήν.: [28, 1283, 328, 1305]
corner-mark: [1573, 0, 1599, 58]
column-3: [611, 36, 1162, 2274]
subheadline: ΤΟΝ ΟΚΤΩΒΡΙΟΝ ΟΙ ΕΠΙΤΕΛΑΡΧΑΙ ΤΟΥ Ν.Α.Τ.Ο.: [28, 565, 328, 595]
column-1: [28, 36, 328, 2274]
article-text: ΑΘΗΝΑΙ, 19. — Οἱ ἔλεγχοι τῆς Τροχαίας διεπίστωσαν πλῆθος παραβάσεων.: [344, 841, 596, 863]
article-text: ΚΕΡΚΥΡΑ, 19. — Ἐγκαινιάζεται ἡ νέα ἀεροπορικὴ γραμμή.: [984, 963, 1162, 985]
article-text: ΛΑΡΙΣΑ, 19. — Κατὰ σχετικὴν ἀνακοίνωσιν τοῦ δήμου διευκρινίζεται ὅτι οὐδεμίαν ἀνάμιξιν εἶχεν εἰς τὴν ὑπόθεσιν.: [344, 219, 596, 241]
article-text: Ἐνῷ πλησιάζει ἡ ἡμέρα, καθ᾽ ἣν θὰ κλείσουν αἱ πύλαι τῆς Διεθνοῦς Ἐκθέσεως Θεσσαλονίκης, ἡ κίνησις ἐπισκεπτῶν συνεχίζεται αὐξανομένη. Τὰ περίπτερα τῶν ξένων χωρῶν ἐσημείωσαν σημαντικὰς πωλήσεις.: [981, 668, 1162, 734]
article-text: ΑΘΗΝΑΙ, 19. — Ἀναμένεται σήμερον εἰς τὰς Ἀθήνας ὁ ἀνώτατος ἀρχηγὸς τῶν Συμμαχικῶν Δυνάμεων τοῦ ΝΑΤΟ στρατηγὸς Νόρσταντ. Ὁ στρατηγὸς θὰ ἐπισκεφθῇ αὔριον τὴν Θεσσαλονίκην.: [28, 598, 328, 631]
article-text: Ὁ ναύαρχος Μπὲρκ, κατὰ τὴν παραμονήν του εἰς Θεσσαλονίκην, ἔκαμε δηλώσεις πρὸς τὴν «Μακεδονίαν» διὰ τὰ ζητήματα τῆς ἀμύνης τοῦ ἐλευθέρου κόσμου.: [984, 989, 1162, 1033]
article-text: Κατὰ τὰς προβλέψεις τῆς Μετεωρολογικῆς Ὑπηρεσίας ὁ καιρὸς θὰ εἶναι αἴθριος.: [801, 995, 971, 1017]
article-text: ΑΘΗΝΑΙ, 19. — Τὸ ὑπουργεῖον Κοινωνικῆς Προνοίας ἀνεκοίνωσεν ὅτι τὰ μαγνητικὰ βραχιόλια οὐδεμίαν θεραπευτικὴν ἰδιότητα ἔχουν.: [805, 599, 967, 643]
article-text: ΑΘΗΝΑΙ, 19. — Ἐξάρσις ἐπικίνδυνος τῶν ἀφροδισίων νοσημάτων παρατηρεῖται.: [1178, 554, 1372, 575]
article-text: ΑΘΗΝΑΙ, 19. — Ἐξάρσις ἐπικίνδυνος τῶν ἀφροδισίων νοσημάτων παρατηρεῖται.: [1178, 579, 1372, 601]
headline: Η ΒΑΣΙΛΙΣΣΑ ΜΕΤΑ ΤΗΣ ΕΙΡΗΝΗΣ ΕΙΣ ΕΛΒΕΤΙΑΝ: [364, 517, 576, 542]
subheadline: ὅτι ἠγοράσθη τὸ 95% τῶν ἐκθεμάτων του: [611, 265, 1162, 289]
article-text: ΛΟΝΔΙΝΟΝ, 19. (Ἀθην. Πρακτ.). — Ἤρχισεν ἡ σύσκεψις.: [1178, 784, 1372, 806]
kicker: Πλούσιος θὰ εἶναι ὁ τελικὸς ἀπολογισμός: [692, 39, 1081, 60]
divider: [1178, 397, 1573, 398]
article-text: Συνελήφθη χθὲς ὑπὸ τῆς Χωροφυλακῆς ὁ δράστης.: [805, 824, 967, 846]
headline: ΗΡΧΙΣΕΝ ΕΙΣ ΤΟ ΛΟΝΔΙΝΟΝ Η ΣΥΣΚΕΨΙΣ ΤΩΝ ΑΝΤΙΠΡΟΣΩΠΩΝ ΤΟΥ ΠΡΟΣΚΟΠΙΣΜΟΥ ΠΕΡΙ ΤΟΥ ΕΙΣ ΤΟΝ ΜΑΡΑΘΩΝΑ ΤΖΑΜΠΟΡΥ: [1180, 714, 1571, 755]
divider: [1178, 883, 1573, 884]
column-rule: [603, 36, 604, 2274]
article-text: ΑΘΗΝΑΙ, 19. — Νέα σπονδολικία ἐκτελεῖται εἰς τὰ κέντρα τῆς πρωτευούσης.: [344, 457, 596, 479]
article-columns: [611, 319, 1162, 459]
article-text: ΑΘΗΝΑΙ, 19. — Οἱ ἔλεγχοι τῆς Τροχαίας διεπίστωσαν πλῆθος παραβάσεων.: [344, 867, 596, 889]
article-text: Τὸ ὑπουργεῖον Ἐσωτερικῶν ἀπεφάσισεν ὅπως ἡ ἀναθεώρησις τῶν ἐκλογικῶν καταλόγων γίνεται ἀποκλειστικῶς ὑπὸ δικαστικῶν ἀντιπροσώπων.: [344, 82, 596, 115]
article-text: ΡΟΔΟΣ, 19. — Ζεῦγος Σουηδῶν περιηγητῶν ἀνέλαβε τὰ ἔξοδα σπουδῶν πτωχῆς μαθητρίας.: [344, 392, 596, 414]
headline: ΟΠΑΔΟΥΣ ΤΗΣ ΑΝΤΙΠΟΛΙΤΕΥΣΕΩΣ ΑΜΕΤΟΧΟΥΣ ΤΩΝ ΕΠΕΙΣΟΔΙΩΝ ΕΜΗΝΥΣΕ ΚΥΡΙΩΣ Η ΑΣΤΥΝΟΜΙΑ ΔΙΑ ΤΑ ΓΕΓΟΝΟΤΑ ΤΗΣ ΚΑΤΕΡΙΝΗΣ: [28, 39, 328, 132]
article-text: Ὁ ναύαρχος Μπὲρκ, κατὰ τὴν παραμονήν του εἰς Θεσσαλονίκην, ἔκαμε δηλώσεις πρὸς τὴν «Μακεδονίαν» διὰ τὰ ζητήματα τῆς ἀμύνης τοῦ ἐλευθέρου κόσμου.: [611, 1015, 789, 1059]
headline: Ο ΥΠΟΥΡΓΟΣ ΑΜΥΝΗΣ ΥΠΕΡΑΝΩΝΕΤΑΙ ΤΟΥ Κ. ΜΑΡΓΑΡΙΤΗ: [357, 669, 583, 694]
article-text: ΑΘΗΝΑΙ, 19. — Κατόπιν πράξεως τοῦ ὑπουργοῦ.: [1178, 866, 1371, 877]
article-text: Ἐνῷ πλησιάζει ἡ ἡμέρα, καθ᾽ ἣν θὰ κλείσουν αἱ πύλαι τῆς Διεθνοῦς Ἐκθέσεως Θεσσαλονίκης, ἡ κίνησις ἐπισκεπτῶν συνεχίζεται αὐξανομένη. Τὰ περίπτερα τῶν ξένων χωρῶν ἐσημείωσαν σημαντικὰς πωλήσεις.: [981, 459, 1162, 525]
headline: ΕΡΓΑΤΙΚΑΙ ΣΥΜΦΥΝΙ ΑΣΘΕΝΩΝ: [380, 953, 560, 966]
headline: ΠΡΩΗΝ ΜΟΝΑΡΧΗΣ ΤΗΣ ΕΡΕ ΚΑΤΑΔΙΚΑΣΘΕΝ ΕΠΙ ΗΘΙΚΗ ΑΥΤΟΥΡΓΙΑ ΕΙΣ ΨΕΥΔΟΡΚΙΑΝ: [801, 654, 971, 691]
subheadline: ΕΝΕΦΑΝΙΣΘΗ ΩΣ ΚΕΡΔΙΣΑΣ 800.000 ΔΡΑΧΜ.: [28, 395, 328, 428]
article-text: ΑΘΗΝΑΙ, 19. — Τὸ ὑπουργεῖον Κοινωνικῆς Προνοίας ἀνεκοίνωσεν ὅτι τὰ μαγνητικὰ βραχιόλια οὐδεμίαν θεραπευτικὴν ἰδιότητα ἔχουν.: [805, 552, 967, 595]
article-text: ΡΟΔΟΣ, 19. — Ζεῦγος Σουηδῶν περιηγητῶν ἀνέλαβε τὰ ἔξοδα σπουδῶν πτωχῆς μαθητρίας.: [344, 366, 596, 388]
headline: ΑΠΕΒΙΩΣΕΝ Ο ΙΜΑΜΗΣ ΤΗΣ ΥΕΜΕΝΗΣ: [1191, 39, 1560, 60]
column-2: [344, 36, 596, 2274]
